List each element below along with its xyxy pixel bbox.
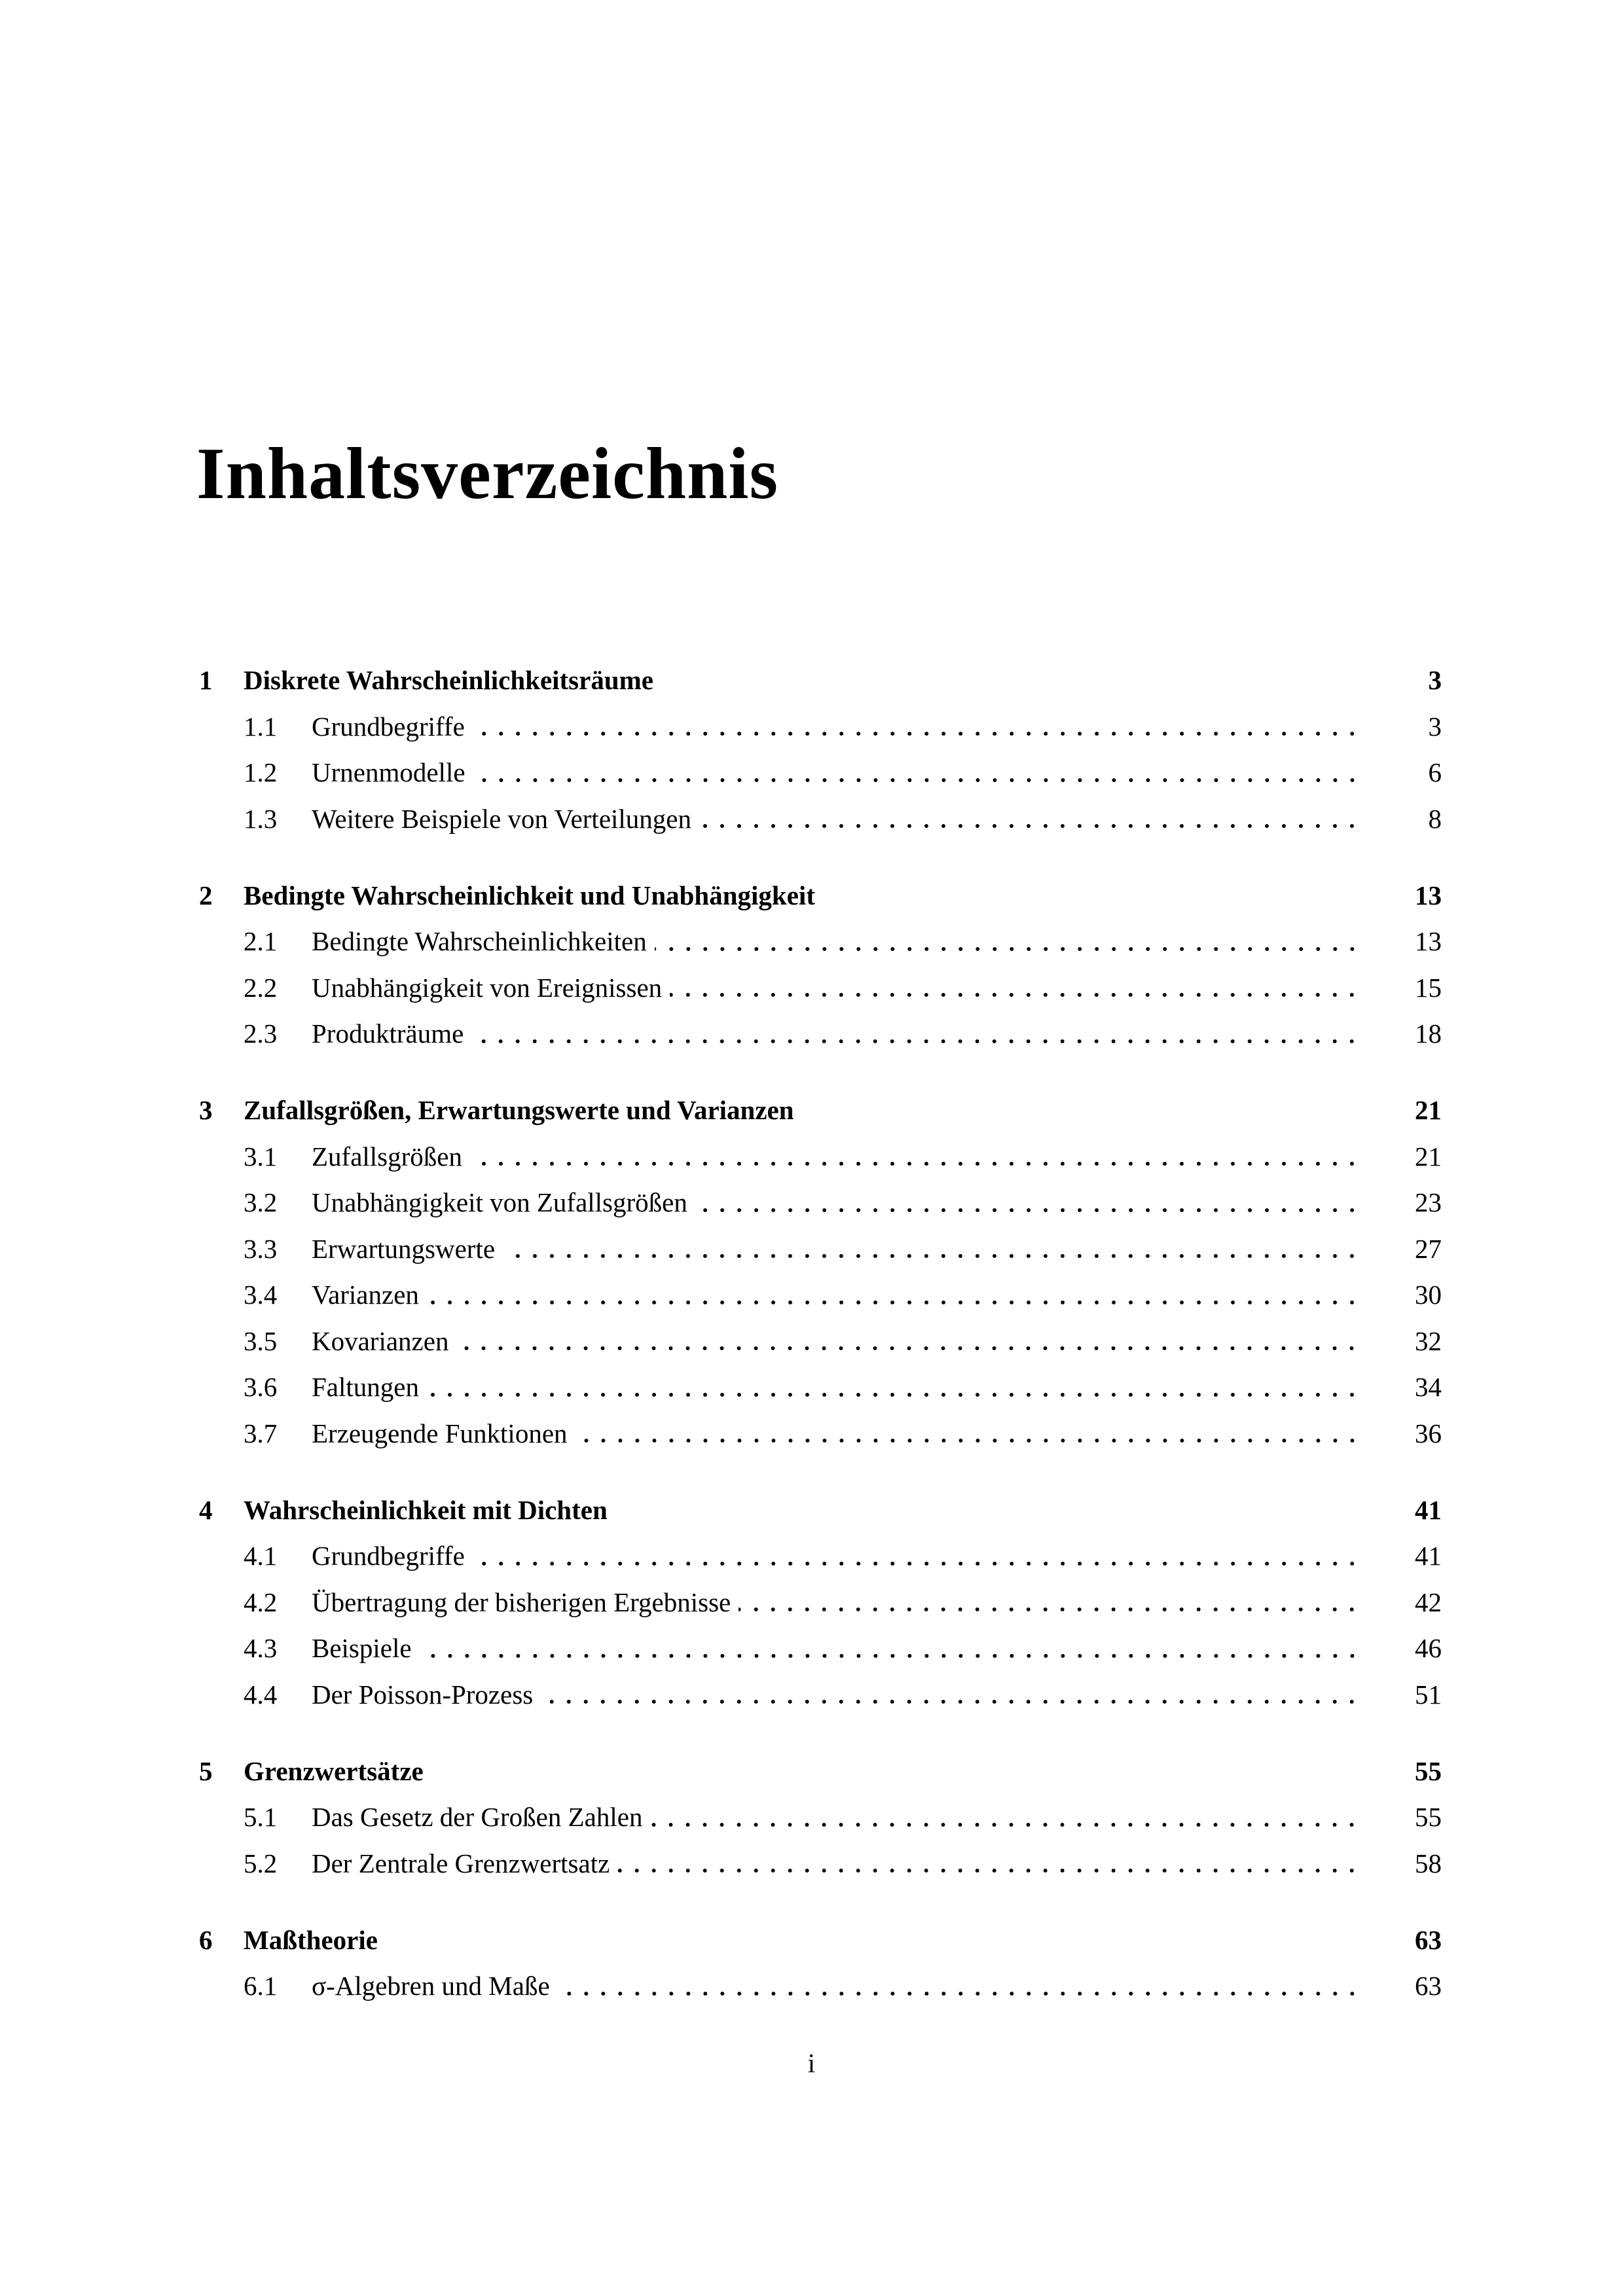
section-page-number: 21 — [1415, 1141, 1442, 1172]
dot-leader — [427, 1374, 1360, 1401]
toc-section-entry[interactable] — [199, 918, 1442, 965]
chapter-number: 4 — [199, 1494, 213, 1525]
section-title: Grundbegriffe — [312, 1541, 465, 1571]
section-title: Der Zentrale Grenzwertsatz — [312, 1848, 610, 1878]
section-page-number: 13 — [1415, 926, 1442, 957]
toc-section-entry[interactable] — [199, 749, 1442, 796]
section-number: 3.3 — [244, 1233, 278, 1264]
section-page-number: 6 — [1428, 757, 1442, 788]
toc-chapter-entry[interactable] — [199, 1087, 1442, 1134]
section-title: Kovarianzen — [312, 1325, 449, 1356]
section-title: Das Gesetz der Großen Zahlen — [312, 1802, 643, 1833]
section-number: 2.3 — [244, 1018, 278, 1049]
section-title: Beispiele — [312, 1633, 412, 1664]
toc-chapter-entry[interactable] — [199, 1487, 1442, 1534]
section-title: Produkträume — [312, 1018, 464, 1049]
dot-leader — [541, 1681, 1360, 1708]
toc-chapter-entry[interactable] — [199, 872, 1442, 919]
dot-leader — [470, 1143, 1360, 1170]
chapter-page-number: 55 — [1415, 1755, 1442, 1786]
section-title: Grundbegriffe — [312, 711, 465, 742]
section-title: Übertragung der bisherigen Ergebnisse — [312, 1587, 731, 1617]
section-number: 1.1 — [244, 711, 278, 742]
toc-section-entry[interactable] — [199, 1625, 1442, 1672]
toc-section-entry[interactable] — [199, 1410, 1442, 1457]
section-number: 2.1 — [244, 926, 278, 957]
toc-section-entry[interactable] — [199, 1672, 1442, 1718]
chapter-title: Wahrscheinlichkeit mit Dichten — [244, 1494, 608, 1525]
section-number: 3.6 — [244, 1372, 278, 1403]
section-title: Weitere Beispiele von Verteilungen — [312, 803, 692, 834]
toc-section-entry[interactable] — [199, 1226, 1442, 1272]
chapter-page-number: 3 — [1428, 665, 1442, 696]
section-page-number: 42 — [1415, 1587, 1442, 1617]
section-number: 5.1 — [244, 1802, 278, 1833]
toc-section-entry[interactable] — [199, 1533, 1442, 1579]
dot-leader — [471, 1020, 1360, 1047]
dot-leader — [456, 1327, 1360, 1354]
chapter-title: Diskrete Wahrscheinlichkeitsräume — [244, 665, 653, 696]
toc-section-entry[interactable] — [199, 1011, 1442, 1057]
chapter-page-number: 13 — [1415, 880, 1442, 910]
section-page-number: 36 — [1415, 1418, 1442, 1448]
dot-leader — [473, 759, 1360, 786]
section-title: Erwartungswerte — [312, 1233, 496, 1264]
section-number: 6.1 — [244, 1971, 278, 2001]
dot-leader — [650, 1804, 1360, 1831]
section-page-number: 51 — [1415, 1679, 1442, 1710]
dot-leader — [503, 1235, 1360, 1262]
dot-leader — [427, 1282, 1360, 1308]
toc-section-entry[interactable] — [199, 796, 1442, 842]
toc-section-entry[interactable] — [199, 1364, 1442, 1410]
section-page-number: 23 — [1415, 1187, 1442, 1218]
chapter-page-number: 63 — [1415, 1924, 1442, 1955]
chapter-title: Bedingte Wahrscheinlichkeit und Unabhängigkeit — [244, 880, 815, 910]
section-title: Varianzen — [312, 1280, 419, 1310]
section-page-number: 46 — [1415, 1633, 1442, 1664]
dot-leader — [699, 805, 1360, 832]
section-title: Unabhängigkeit von Ereignissen — [312, 972, 663, 1003]
chapter-number: 5 — [199, 1755, 213, 1786]
dot-leader — [739, 1588, 1360, 1615]
section-page-number: 32 — [1415, 1325, 1442, 1356]
chapter-number: 6 — [199, 1924, 213, 1955]
section-title: Der Poisson-Prozess — [312, 1679, 534, 1710]
toc-section-entry[interactable] — [199, 1840, 1442, 1887]
toc-chapter-entry[interactable] — [199, 657, 1442, 704]
dot-leader — [575, 1420, 1360, 1446]
dot-leader — [473, 1543, 1360, 1570]
section-page-number: 30 — [1415, 1280, 1442, 1310]
toc-section-entry[interactable] — [199, 1272, 1442, 1318]
page-title: Inhaltsverzeichnis — [196, 433, 779, 514]
chapter-title: Grenzwertsätze — [244, 1755, 424, 1786]
page-number: i — [807, 2048, 816, 2078]
section-number: 3.2 — [244, 1187, 278, 1218]
chapter-title: Maßtheorie — [244, 1924, 378, 1955]
toc-section-entry[interactable] — [199, 1794, 1442, 1840]
section-number: 3.1 — [244, 1141, 278, 1172]
section-number: 1.3 — [244, 803, 278, 834]
section-page-number: 3 — [1428, 711, 1442, 742]
section-page-number: 34 — [1415, 1372, 1442, 1403]
chapter-page-number: 41 — [1415, 1494, 1442, 1525]
section-page-number: 41 — [1415, 1541, 1442, 1571]
section-page-number: 8 — [1428, 803, 1442, 834]
section-page-number: 58 — [1415, 1848, 1442, 1878]
dot-leader — [420, 1635, 1360, 1662]
section-title: Zufallsgrößen — [312, 1141, 462, 1172]
section-number: 4.3 — [244, 1633, 278, 1664]
section-title: σ-Algebren und Maße — [312, 1971, 550, 2001]
section-page-number: 55 — [1415, 1802, 1442, 1833]
section-page-number: 18 — [1415, 1018, 1442, 1049]
section-page-number: 63 — [1415, 1971, 1442, 2001]
section-title: Faltungen — [312, 1372, 419, 1403]
section-number: 4.1 — [244, 1541, 278, 1571]
chapter-number: 3 — [199, 1095, 213, 1126]
toc-section-entry[interactable] — [199, 1134, 1442, 1180]
toc-chapter-entry[interactable] — [199, 1748, 1442, 1795]
section-number: 3.5 — [244, 1325, 278, 1356]
section-number: 5.2 — [244, 1848, 278, 1878]
chapter-number: 1 — [199, 665, 213, 696]
dot-leader — [473, 713, 1360, 740]
chapter-page-number: 21 — [1415, 1095, 1442, 1126]
section-title: Urnenmodelle — [312, 757, 465, 788]
section-page-number: 15 — [1415, 972, 1442, 1003]
toc-chapter-entry[interactable] — [199, 1917, 1442, 1964]
toc-section-entry[interactable] — [199, 965, 1442, 1011]
dot-leader — [670, 974, 1360, 1001]
section-page-number: 27 — [1415, 1233, 1442, 1264]
section-title: Bedingte Wahrscheinlichkeiten — [312, 926, 647, 957]
section-number: 2.2 — [244, 972, 278, 1003]
dot-leader — [617, 1850, 1360, 1876]
chapter-title: Zufallsgrößen, Erwartungswerte und Varianzen — [244, 1095, 794, 1126]
toc-section-entry[interactable] — [199, 704, 1442, 750]
section-number: 4.4 — [244, 1679, 278, 1710]
section-number: 4.2 — [244, 1587, 278, 1617]
toc-section-entry[interactable] — [199, 1179, 1442, 1226]
section-title: Unabhängigkeit von Zufallsgrößen — [312, 1187, 687, 1218]
toc-section-entry[interactable] — [199, 1579, 1442, 1626]
chapter-number: 2 — [199, 880, 213, 910]
dot-leader — [695, 1189, 1360, 1216]
dot-leader — [655, 928, 1360, 955]
section-number: 1.2 — [244, 757, 278, 788]
toc-section-entry[interactable] — [199, 1963, 1442, 2009]
toc-section-entry[interactable] — [199, 1318, 1442, 1365]
section-number: 3.7 — [244, 1418, 278, 1448]
section-title: Erzeugende Funktionen — [312, 1418, 568, 1448]
dot-leader — [558, 1973, 1360, 2000]
table-of-contents — [199, 657, 1442, 2009]
section-number: 3.4 — [244, 1280, 278, 1310]
